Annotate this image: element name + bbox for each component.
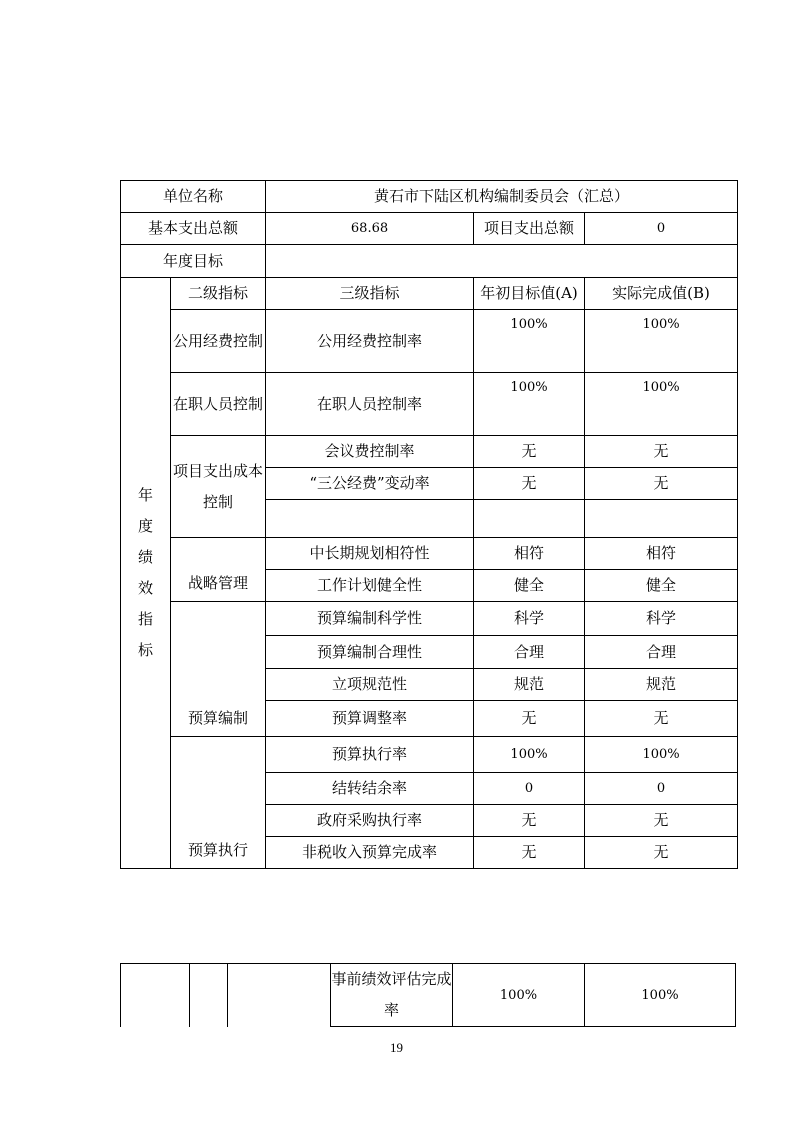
annual-goal-label: 年度目标 <box>121 245 266 278</box>
actual-value: 无 <box>585 436 738 468</box>
performance-table <box>120 180 738 869</box>
actual-value <box>585 500 738 538</box>
group-name: 项目支出成本控制 <box>171 436 266 538</box>
target-value: 100% <box>474 310 585 373</box>
indicator-group-label: 年 度 绩 效 指 标 <box>121 278 171 869</box>
continuation-blank-cell <box>190 964 228 1027</box>
group-name: 预算编制 <box>171 602 266 737</box>
indicator-name: 非税收入预算完成率 <box>266 837 474 869</box>
actual-value: 相符 <box>585 538 738 570</box>
project-expense-value: 0 <box>585 213 738 245</box>
indicator-name: 结转结余率 <box>266 773 474 805</box>
actual-value: 无 <box>585 805 738 837</box>
col-level3-header: 三级指标 <box>266 278 474 310</box>
target-value: 健全 <box>474 570 585 602</box>
group-name: 在职人员控制 <box>171 373 266 436</box>
indicator-name: 中长期规划相符性 <box>266 538 474 570</box>
indicator-name: 在职人员控制率 <box>266 373 474 436</box>
actual-value: 0 <box>585 773 738 805</box>
actual-value: 100% <box>585 310 738 373</box>
indicator-name: 预算调整率 <box>266 701 474 737</box>
target-value: 相符 <box>474 538 585 570</box>
page-number: 19 <box>390 1040 403 1055</box>
basic-expense-value: 68.68 <box>266 213 474 245</box>
project-expense-label: 项目支出总额 <box>474 213 585 245</box>
indicator-name: 公用经费控制率 <box>266 310 474 373</box>
indicator-name: 立项规范性 <box>266 669 474 701</box>
target-value: 100% <box>474 737 585 773</box>
target-value <box>474 500 585 538</box>
indicator-name: 政府采购执行率 <box>266 805 474 837</box>
basic-expense-label: 基本支出总额 <box>121 213 266 245</box>
indicator-name: 预算执行率 <box>266 737 474 773</box>
continuation-blank-cell <box>228 964 331 1027</box>
indicator-name: 事前绩效评估完成率 <box>331 964 453 1027</box>
actual-value: 科学 <box>585 602 738 636</box>
col-level2-header: 二级指标 <box>171 278 266 310</box>
group-name: 战略管理 <box>171 538 266 602</box>
target-value: 无 <box>474 436 585 468</box>
continuation-blank-cell <box>121 964 190 1027</box>
col-actual-header: 实际完成值(B) <box>585 278 738 310</box>
actual-value: 合理 <box>585 636 738 669</box>
indicator-name <box>266 500 474 538</box>
indicator-name: 工作计划健全性 <box>266 570 474 602</box>
target-value: 合理 <box>474 636 585 669</box>
group-name: 预算执行 <box>171 737 266 869</box>
group-name: 公用经费控制 <box>171 310 266 373</box>
target-value: 无 <box>474 837 585 869</box>
annual-goal-value <box>266 245 738 278</box>
actual-value: 100% <box>585 964 736 1027</box>
target-value: 规范 <box>474 669 585 701</box>
target-value: 科学 <box>474 602 585 636</box>
target-value: 无 <box>474 701 585 737</box>
indicator-name: 预算编制合理性 <box>266 636 474 669</box>
actual-value: 无 <box>585 837 738 869</box>
actual-value: 无 <box>585 468 738 500</box>
target-value: 无 <box>474 468 585 500</box>
actual-value: 无 <box>585 701 738 737</box>
unit-name-value: 黄石市下陆区机构编制委员会（汇总） <box>266 181 738 213</box>
indicator-name: “三公经费”变动率 <box>266 468 474 500</box>
unit-name-label: 单位名称 <box>121 181 266 213</box>
target-value: 100% <box>474 373 585 436</box>
target-value: 无 <box>474 805 585 837</box>
col-target-header: 年初目标值(A) <box>474 278 585 310</box>
actual-value: 规范 <box>585 669 738 701</box>
indicator-name: 预算编制科学性 <box>266 602 474 636</box>
continuation-table <box>120 963 736 1027</box>
actual-value: 健全 <box>585 570 738 602</box>
actual-value: 100% <box>585 737 738 773</box>
target-value: 0 <box>474 773 585 805</box>
target-value: 100% <box>453 964 585 1027</box>
actual-value: 100% <box>585 373 738 436</box>
indicator-name: 会议费控制率 <box>266 436 474 468</box>
